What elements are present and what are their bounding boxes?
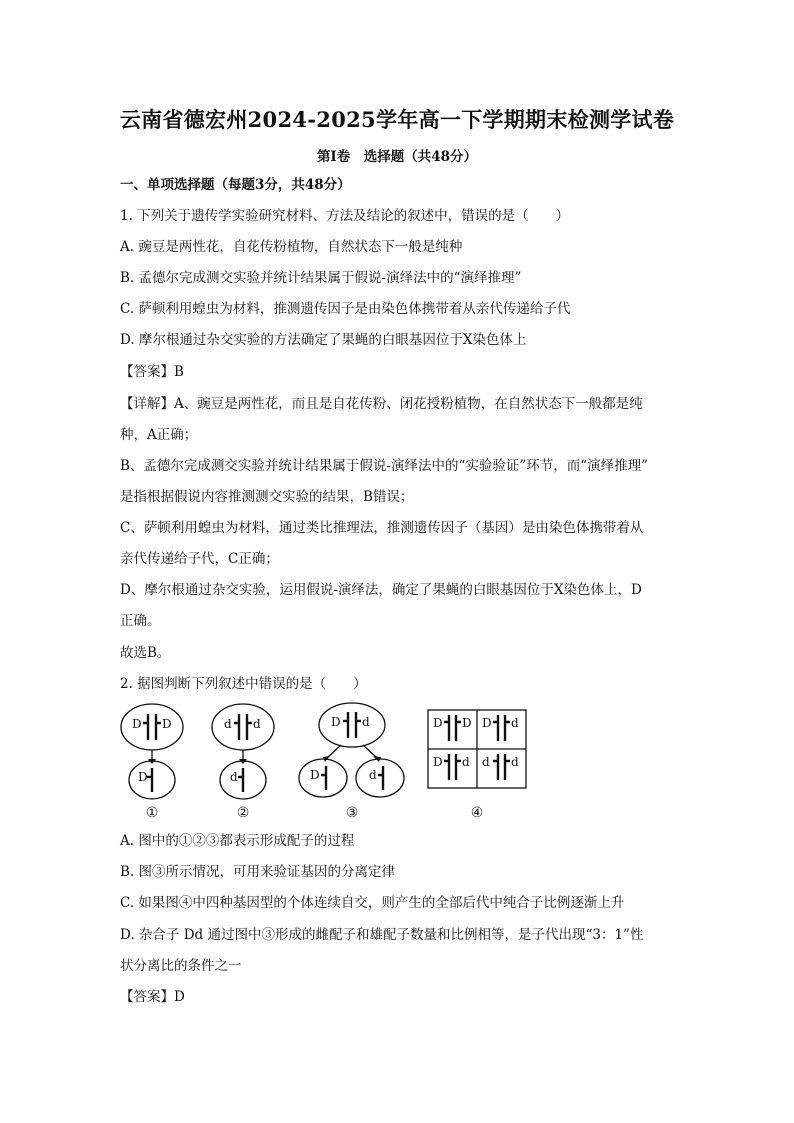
- q1-option-d: D. 摩尔根通过杂交实验的方法确定了果蝇的白眼基因位于X染色体上: [120, 332, 527, 348]
- fig3-cell-ellipse: [319, 703, 385, 747]
- fig2-label: ②: [236, 805, 250, 821]
- fig4-cell-allele: D: [462, 716, 472, 730]
- q2-stem: 2. 据图判断下列叙述中错误的是（ ）: [120, 676, 367, 692]
- q2-option-c: C. 如果图④中四种基因型的个体连续自交，则产生的全部后代中纯合子比例逐渐上升: [120, 895, 625, 911]
- fig3-allele-left: D: [331, 715, 341, 729]
- q2-figure: [115, 700, 535, 825]
- fig3-gamete-left-ellipse: [299, 759, 347, 797]
- fig3-arrow-left: [327, 745, 341, 758]
- fig1-allele-left: D: [132, 717, 142, 731]
- fig4-cell-allele: d: [511, 716, 519, 730]
- fig3-gamete-chromosome-left: [321, 766, 326, 790]
- q1-option-c: C. 萨顿利用蝗虫为材料，推测遗传因子是由染色体携带着从亲代传递给子代: [120, 301, 571, 317]
- q2-answer: 【答案】D: [120, 989, 185, 1005]
- q1-detail-line: 故选B。: [120, 645, 171, 661]
- fig1-cell-ellipse: [121, 704, 183, 750]
- fig2-allele-left: d: [224, 717, 232, 731]
- page-title: 云南省德宏州2024-2025学年高一下学期期末检测学试卷: [119, 107, 675, 132]
- q1-answer: 【答案】B: [120, 364, 184, 380]
- section-heading: 一、单项选择题（每题3分，共48分）: [120, 177, 351, 193]
- fig3-allele-right: d: [362, 715, 370, 729]
- fig4-chromosome-pair: [444, 715, 461, 741]
- q2-option-a: A. 图中的①②③都表示形成配子的过程: [120, 833, 355, 849]
- fig2-gamete-chromosome: [238, 768, 243, 792]
- fig4-label: ④: [470, 805, 484, 821]
- fig2-gamete-allele: d: [230, 770, 238, 784]
- fig4-cell-allele: d: [482, 755, 490, 769]
- fig4-cell-allele: d: [462, 755, 470, 769]
- fig3-gamete-chromosome-right: [378, 766, 383, 790]
- q1-detail-line: B、孟德尔完成测交实验并统计结果属于假说-演绎法中的“实验验证”环节，而“演绎推理”: [120, 458, 649, 474]
- fig4-chromosome-pair: [444, 754, 461, 780]
- q1-detail-line: 是指根据假说内容推测测交实验的结果，B错误；: [120, 489, 414, 505]
- fig1-chromosome-pair: [143, 714, 161, 740]
- fig4-cell-allele: D: [433, 755, 443, 769]
- fig3-gamete-allele-right: d: [369, 768, 377, 782]
- q1-option-b: B. 孟德尔完成测交实验并统计结果属于假说-演绎法中的“演绎推理”: [120, 270, 522, 286]
- fig4-cell-allele: D: [482, 716, 492, 730]
- fig1-label: ①: [145, 805, 159, 821]
- fig3-chromosome-pair: [343, 712, 361, 738]
- q2-option-d-continued: 状分离比的条件之一: [120, 958, 242, 974]
- fig2-cell-ellipse: [212, 704, 274, 750]
- fig3-gamete-allele-left: D: [310, 768, 320, 782]
- fig1-gamete-allele: D: [138, 770, 148, 784]
- q2-option-d: D. 杂合子 Dd 通过图中③形成的雌配子和雄配子数量和比例相等，是子代出现“3：1”性: [120, 927, 644, 943]
- q1-stem: 1. 下列关于遗传学实验研究材料、方法及结论的叙述中，错误的是（ ）: [120, 208, 570, 224]
- fig3-label: ③: [345, 805, 359, 821]
- fig1-allele-right: D: [162, 717, 172, 731]
- q1-detail-line: 正确。: [120, 613, 161, 629]
- fig4-cell-allele: D: [433, 716, 443, 730]
- q1-option-a: A. 豌豆是两性花，自花传粉植物，自然状态下一般是纯种: [120, 239, 463, 255]
- fig2-allele-right: d: [253, 717, 261, 731]
- q1-detail-line: 【详解】A、豌豆是两性花，而且是自花传粉、闭花授粉植物，在自然状态下一般都是纯: [120, 396, 643, 412]
- fig4-cell-allele: d: [511, 755, 519, 769]
- q1-detail-line: 种，A正确；: [120, 427, 198, 443]
- q1-detail-line: D、摩尔根通过杂交实验，运用假说-演绎法，确定了果蝇的白眼基因位于X染色体上，D: [120, 582, 642, 598]
- fig4-chromosome-pair: [493, 754, 510, 780]
- section-subtitle: 第Ⅰ卷 选择题（共48分）: [316, 149, 478, 165]
- fig3-arrow-right: [363, 745, 377, 758]
- fig4-chromosome-pair: [493, 715, 510, 741]
- q1-detail-line: C、萨顿利用蝗虫为材料，通过类比推理法，推测遗传因子（基因）是由染色体携带着从: [120, 520, 644, 536]
- q1-detail-line: 亲代传递给子代，C正确；: [120, 551, 279, 567]
- q2-option-b: B. 图③所示情况，可用来验证基因的分离定律: [120, 864, 396, 880]
- fig1-gamete-chromosome: [147, 768, 152, 792]
- fig3-gamete-right-ellipse: [356, 759, 404, 797]
- fig2-chromosome-pair: [234, 714, 252, 740]
